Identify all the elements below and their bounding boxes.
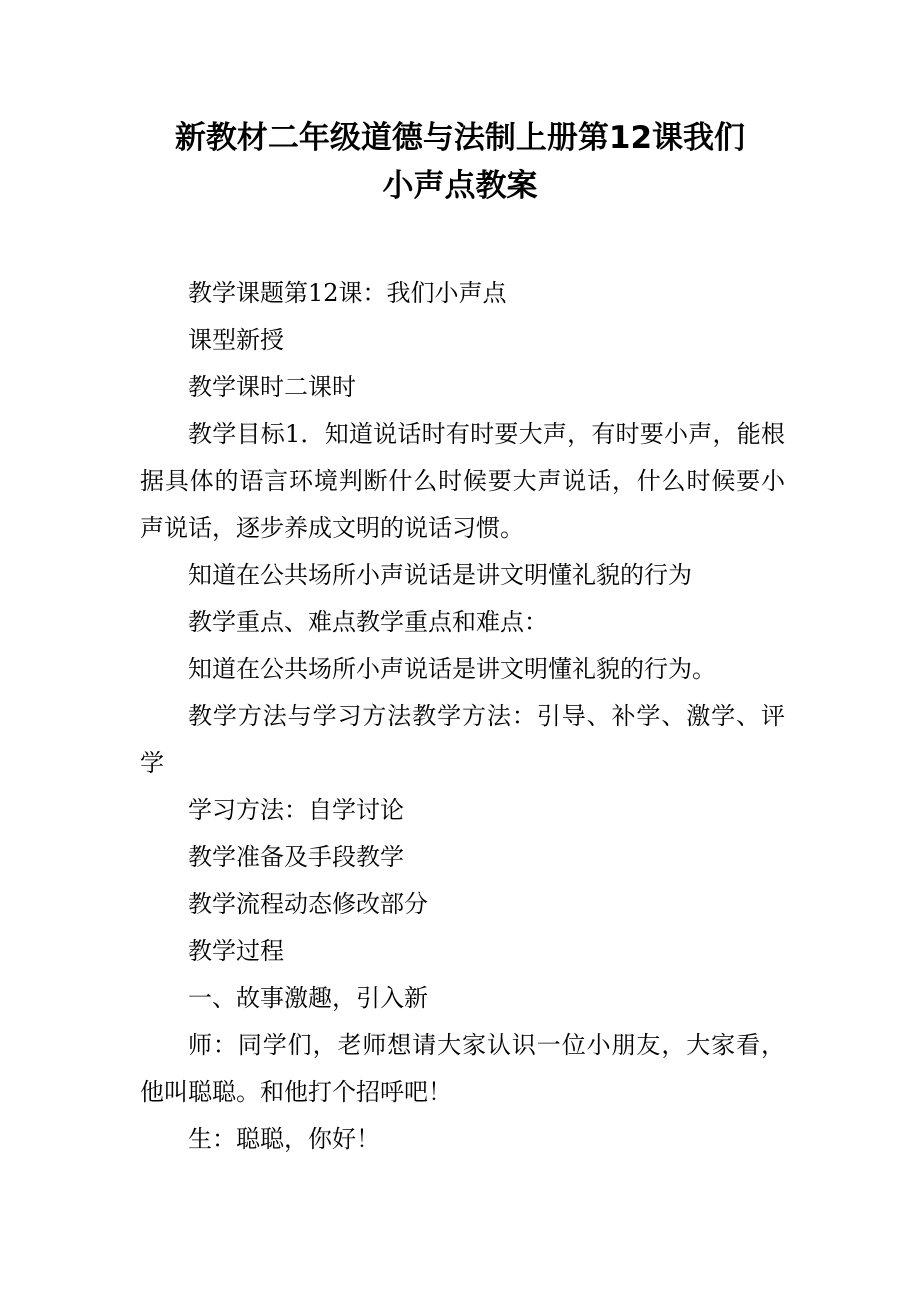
paragraph-learning-methods: 学习方法：自学讨论 — [188, 796, 404, 824]
paragraph-teacher-line: 师：同学们，老师想请大家认识一位小朋友，大家看，他叫聪聪。和他打个招呼吧！ — [140, 1031, 785, 1106]
document-body — [140, 270, 785, 1163]
paragraph-section-one: 一、故事激趣，引入新 — [188, 984, 428, 1012]
paragraph-lesson-hours: 教学课时二课时 — [188, 373, 356, 401]
paragraph-preparation: 教学准备及手段教学 — [188, 843, 404, 871]
paragraph-goal-2: 知道在公共场所小声说话是讲文明懂礼貌的行为 — [188, 561, 692, 589]
paragraph-teaching-methods: 教学方法与学习方法教学方法：引导、补学、激学、评学 — [140, 702, 785, 777]
paragraph-key-points: 教学重点、难点教学重点和难点： — [188, 608, 548, 636]
paragraph-flow: 教学流程动态修改部分 — [188, 890, 428, 918]
paragraph-lesson-type: 课型新授 — [188, 326, 284, 354]
paragraph-teaching-goals: 教学目标1．知道说话时有时要大声，有时要小声，能根据具体的语言环境判断什么时候要大声说话，什么时候要小声说话，逐步养成文明的说话习惯。 — [140, 420, 785, 542]
paragraph-process: 教学过程 — [188, 937, 284, 965]
document-title-line-2: 小声点教案 — [382, 168, 538, 204]
paragraph-student-line: 生：聪聪，你好！ — [188, 1125, 380, 1153]
document-title-line-1: 新教材二年级道德与法制上册第12课我们 — [174, 120, 746, 156]
paragraph-key-points-detail: 知道在公共场所小声说话是讲文明懂礼貌的行为。 — [188, 655, 716, 683]
paragraph-lesson-topic: 教学课题第12课：我们小声点 — [188, 279, 507, 307]
